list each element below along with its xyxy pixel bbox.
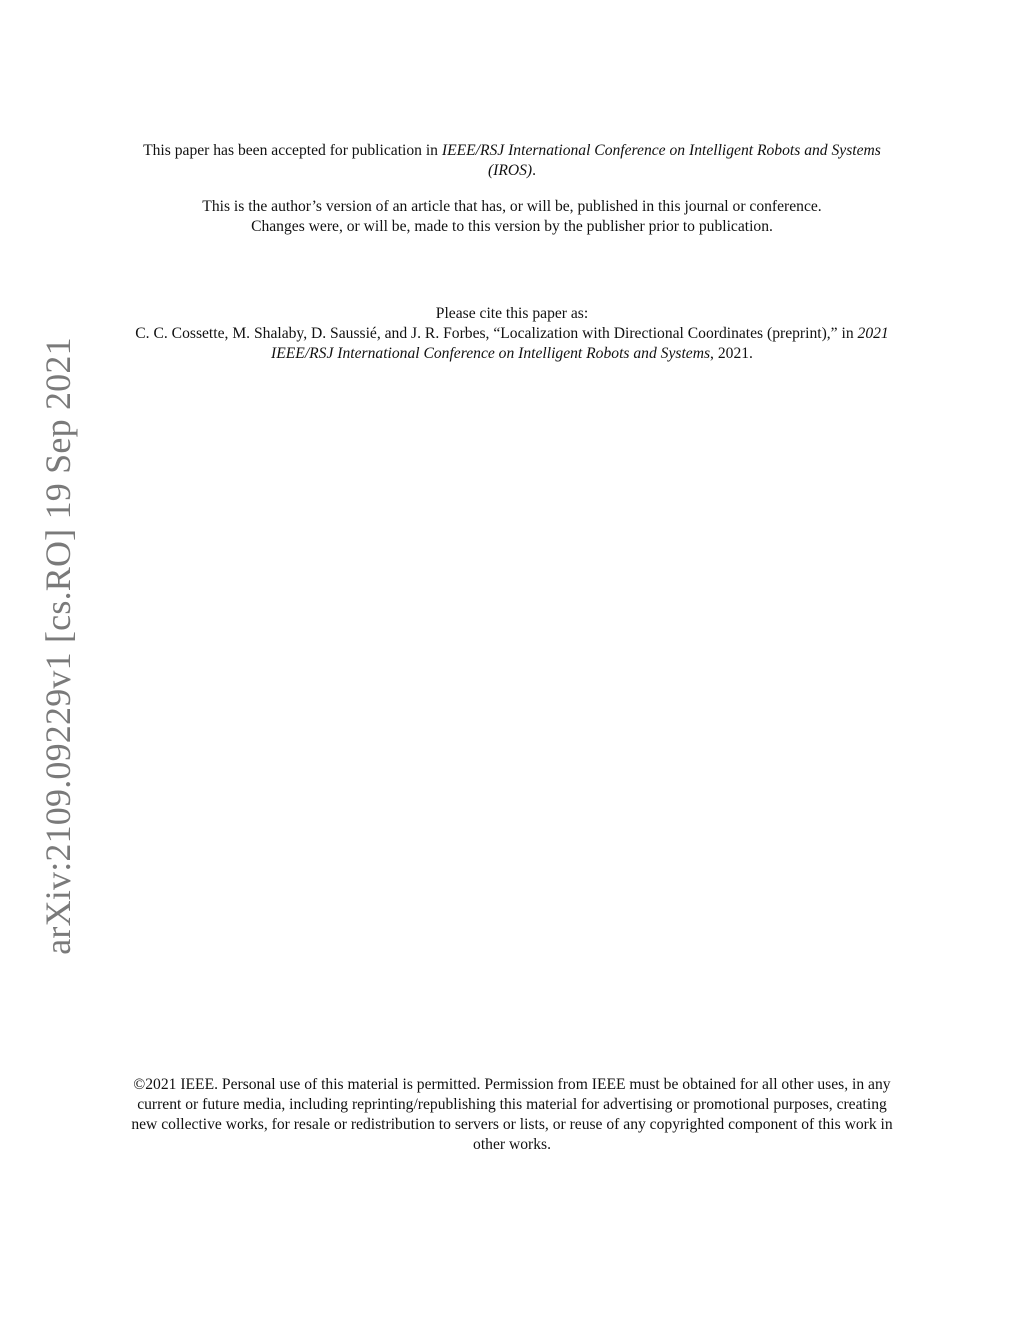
copyright-notice: [130, 1075, 894, 1155]
author-version-notice: [130, 197, 894, 237]
acceptance-suffix: .: [532, 162, 537, 179]
acceptance-prefix: This paper has been accepted for publication in: [143, 142, 442, 159]
citation-reference: [130, 324, 894, 364]
citation-authors-title: C. C. Cossette, M. Shalaby, D. Saussié, and J. R. Forbes, “Localization with Directional Coordinates (preprint),” in: [135, 325, 858, 342]
citation-heading: Please cite this paper as:: [435, 305, 589, 322]
citation-suffix: , 2021.: [710, 345, 753, 362]
citation-venue: 2021 IEEE/RSJ International Conference on Intelligent Robots and Systems: [271, 325, 889, 362]
author-version-line-1: This is the author’s version of an article that has, or will be, published in this journal or conference.: [202, 198, 822, 215]
acceptance-venue: IEEE/RSJ International Conference on Intelligent Robots and Systems (IROS): [441, 142, 881, 179]
arxiv-identifier-stamp: arXiv:2109.09229v1 [cs.RO] 19 Sep 2021: [38, 337, 78, 955]
copyright-text: ©2021 IEEE. Personal use of this material is permitted. Permission from IEEE must be obtained for all other uses, in any current or future media, including reprinting/republishing this material for advertising or promotional purposes, creating new collective works, for resale or redistribution to servers or lists, or reuse of any copyrighted component of this work in other works.: [131, 1076, 893, 1153]
acceptance-notice: [130, 141, 894, 181]
author-version-line-2: Changes were, or will be, made to this version by the publisher prior to publication.: [251, 218, 773, 235]
acceptance-text: [130, 141, 894, 181]
citation-block: [130, 304, 894, 364]
